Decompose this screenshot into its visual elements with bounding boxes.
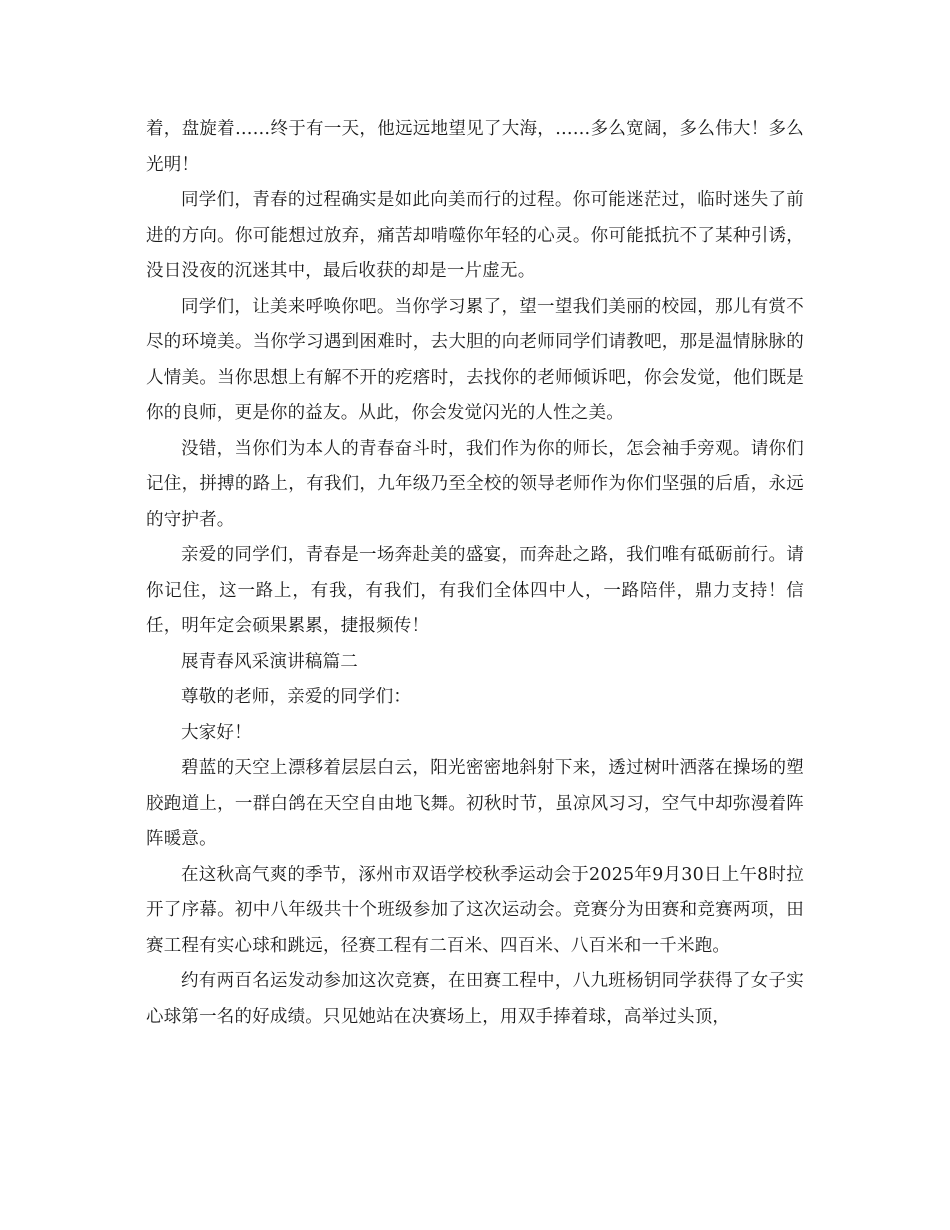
paragraph: 同学们，青春的过程确实是如此向美而行的过程。你可能迷茫过，临时迷失了前进的方向。你可能想过放弃，痛苦却啃噬你年轻的心灵。你可能抵抗不了某种引诱，没日没夜的沉迷其中，最后收获的却是一片虚无。 bbox=[146, 190, 804, 281]
paragraph: 碧蓝的天空上漂移着层层白云，阳光密密地斜射下来，透过树叶洒落在操场的塑胶跑道上，一群白鸽在天空自由地飞舞。初秋时节，虽凉风习习，空气中却弥漫着阵阵暖意。 bbox=[146, 758, 804, 849]
paragraph-continued: 着，盘旋着……终于有一天，他远远地望见了大海，……多么宽阔，多么伟大！多么光明！ bbox=[146, 119, 804, 175]
paragraph: 约有两百名运发动参加这次竞赛，在田赛工程中，八九班杨钥同学获得了女子实心球第一名的好成绩。只见她站在决赛场上，用双手捧着球，高举过头顶， bbox=[146, 971, 804, 1027]
salutation: 尊敬的老师，亲爱的同学们： bbox=[181, 687, 412, 707]
greeting: 大家好！ bbox=[181, 722, 252, 743]
document-body bbox=[146, 112, 804, 1035]
paragraph: 没错，当你们为本人的青春奋斗时，我们作为你的师长，怎会袖手旁观。请你们记住，拼搏的路上，有我们，九年级乃至全校的领导老师作为你们坚强的后盾，永远的守护者。 bbox=[146, 438, 804, 530]
paragraph: 亲爱的同学们，青春是一场奔赴美的盛宴，而奔赴之路，我们唯有砥砺前行。请你记住，这一路上，有我，有我们，有我们全体四中人，一路陪伴，鼎力支持！信任，明年定会硕果累累，捷报频传！ bbox=[146, 545, 804, 636]
paragraph: 在这秋高气爽的季节，涿州市双语学校秋季运动会于2025年9月30日上午8时拉开了序幕。初中八年级共十个班级参加了这次运动会。竞赛分为田赛和竞赛两项，田赛工程有实心球和跳远，径赛工程有二百米、四百米、八百米和一千米跑。 bbox=[146, 864, 804, 956]
paragraph: 同学们，让美来呼唤你吧。当你学习累了，望一望我们美丽的校园，那儿有赏不尽的环境美。当你学习遇到困难时，去大胆的向老师同学们请教吧，那是温情脉脉的人情美。当你思想上有解不开的疙瘩时，去找你的老师倾诉吧，你会发觉，他们既是你的良师，更是你的益友。从此，你会发觉闪光的人性之美。 bbox=[146, 296, 804, 423]
section-title: 展青春风采演讲稿篇二 bbox=[181, 651, 358, 672]
